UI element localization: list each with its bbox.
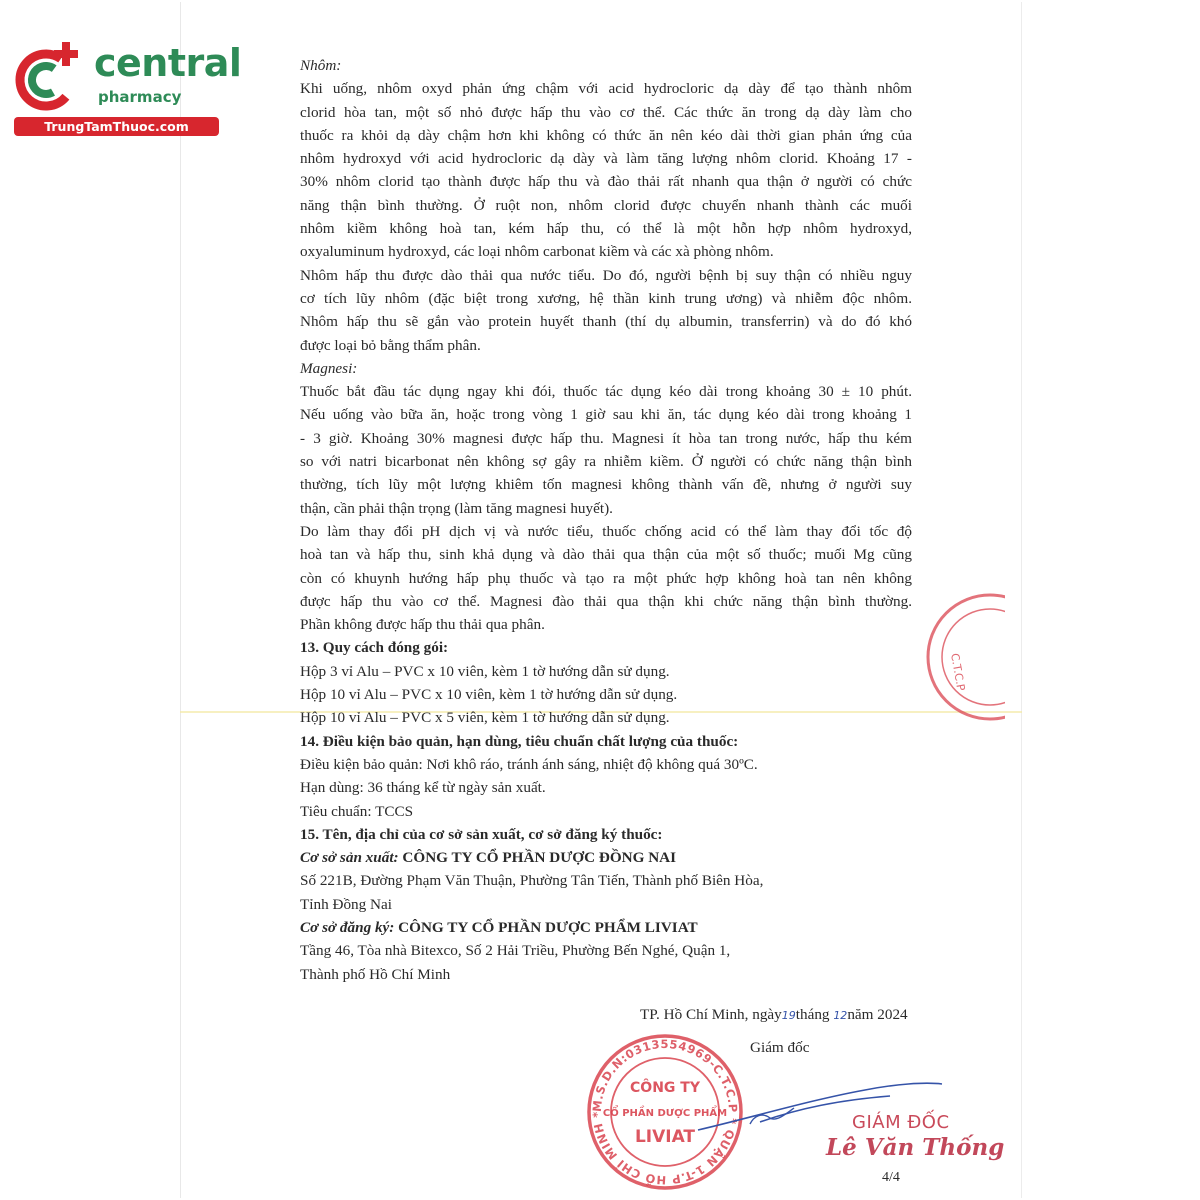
registrant-heading-line: Cơ sở đăng ký: CÔNG TY CỔ PHẦN DƯỢC PHẨM LIVIAT xyxy=(300,918,698,936)
subsection-heading: Magnesi: xyxy=(300,359,358,377)
manufacturer-address-2: Tỉnh Đồng Nai xyxy=(300,895,392,913)
registrant-label: Cơ sở đăng ký xyxy=(300,918,390,936)
text-line: Nhôm hấp thu sẽ gắn vào protein huyết thanh (thí dụ albumin, transferrin) và do đó khó xyxy=(300,313,912,331)
section-heading: 14. Điều kiện bảo quản, hạn dùng, tiêu chuẩn chất lượng của thuốc: xyxy=(300,732,739,750)
text-line: Tiêu chuẩn: TCCS xyxy=(300,802,414,820)
text-line: clorid hòa tan, một số nhỏ được hấp thu vào cơ thể. Các thức ăn trong dạ dày làm cho xyxy=(300,103,912,121)
date-year: năm 2024 xyxy=(847,1006,908,1023)
section-heading: 13. Quy cách đóng gói: xyxy=(300,639,449,657)
text-line: nhôm hydroxyd với acid hydrocloric dạ dày và làm tăng lượng nhôm clorid. Khoảng 17 - xyxy=(300,150,912,168)
text-line: Hạn dùng: 36 tháng kể từ ngày sản xuất. xyxy=(300,779,546,797)
logo-site-banner: TrungTamThuoc.com xyxy=(14,117,219,136)
manufacturer-label: Cơ sở sản xuất xyxy=(300,849,394,867)
registrant-address-1: Tầng 46, Tòa nhà Bitexco, Số 2 Hải Triều, Phường Bến Nghé, Quận 1, xyxy=(300,942,731,960)
text-lines xyxy=(300,54,912,846)
manufacturer-address-1: Số 221B, Đường Phạm Văn Thuận, Phường Tân Tiến, Thành phố Biên Hòa, xyxy=(300,872,764,890)
text-line: Khi uống, nhôm oxyd phản ứng chậm với acid hydrocloric dạ dày để tạo thành nhôm xyxy=(300,80,912,98)
side-partial-stamp xyxy=(915,592,1005,722)
text-line: được hấp thu vào cơ thể. Magnesi đào thải qua thận khi chức năng thận bình thường. xyxy=(300,592,912,610)
text-line: Nhôm hấp thu được dào thải qua nước tiểu. Do đó, người bệnh bị suy thận có nhiều nguy xyxy=(300,266,912,284)
stamp-ring-text: M.S.D.N:0313554969-C.T.C.P * QUẬN 1-T.P HỒ CHÍ MINH * xyxy=(589,1036,741,1188)
date-month-word: tháng xyxy=(795,1006,830,1023)
logo-brand-text: central xyxy=(94,41,242,85)
text-line: được loại bỏ bằng thẩm phân. xyxy=(300,336,481,354)
text-line: thường, tích lũy một lượng khiêm tốn magnesi không thành vấn đề, nhưng ở người suy xyxy=(300,476,912,494)
text-line: hoà tan và hấp thu, sinh khả dụng và dào thải qua thận của một số thuốc; muối Mg cũng xyxy=(300,546,912,564)
stamp-line-3: LIVIAT xyxy=(634,1127,696,1147)
manufacturer-name: CÔNG TY CỔ PHẦN DƯỢC ĐỒNG NAI xyxy=(402,849,677,867)
text-line: thuốc ra khỏi dạ dày chậm hơn khi không có thức ăn nên kéo dài thời gian phản ứng của xyxy=(300,126,912,144)
text-line: so với natri bicarbonat nên không sợ gây ra nhiễm kiềm. Ở người có chức năng thận bình xyxy=(300,453,912,471)
section-heading: 15. Tên, địa chỉ của cơ sở sản xuất, cơ sở đăng ký thuốc: xyxy=(300,825,663,843)
text-line: Phần không được hấp thu thải qua phân. xyxy=(300,616,545,634)
signature-name: Lê Văn Thống xyxy=(826,1134,1005,1161)
text-line: 30% nhôm clorid tạo thành được hấp thu và đào thải rất nhanh qua thận ở người có chức xyxy=(300,173,912,191)
page-number: 4/4 xyxy=(882,1170,900,1185)
date-place: TP. Hồ Chí Minh, ngày xyxy=(640,1006,782,1023)
stamp-line-2: CỔ PHẦN DƯỢC PHẨM xyxy=(602,1108,728,1119)
text-line: cơ tích lũy nhôm (đặc biệt trong xương, hệ thần kinh trung ương) và nhiễm độc nhôm. xyxy=(300,289,912,307)
text-line: Hộp 3 vỉ Alu – PVC x 10 viên, kèm 1 tờ hướng dẫn sử dụng. xyxy=(300,662,670,680)
manufacturer-heading-line: Cơ sở sản xuất: CÔNG TY CỔ PHẦN DƯỢC ĐỒNG NAI xyxy=(300,849,677,867)
stamp-line-1: CÔNG TY xyxy=(630,1080,700,1096)
director-role: Giám đốc xyxy=(750,1039,810,1056)
text-line: năng thận bình thường. Ở ruột non, nhôm clorid được chuyển nhanh thành các muối xyxy=(300,196,912,214)
subsection-heading: Nhôm: xyxy=(300,57,342,74)
text-line: Điều kiện bảo quản: Nơi khô ráo, tránh ánh sáng, nhiệt độ không quá 30ºC. xyxy=(300,755,758,773)
text-line: Do làm thay đổi pH dịch vị và nước tiểu, thuốc chống acid có thể làm thay đổi tốc độ xyxy=(300,522,912,540)
registrant-name: CÔNG TY CỔ PHẦN DƯỢC PHẨM LIVIAT xyxy=(398,918,698,936)
date-day-handwritten: 19 xyxy=(781,1009,796,1022)
text-line: thận, cần phải thận trọng (làm tăng magnesi huyết). xyxy=(300,499,613,517)
text-line: Hộp 10 vỉ Alu – PVC x 10 viên, kèm 1 tờ hướng dẫn sử dụng. xyxy=(300,686,678,704)
date-month-handwritten: 12 xyxy=(833,1009,848,1022)
text-line: Thuốc bắt đầu tác dụng ngay khi đói, thuốc tác dụng kéo dài trong khoảng 30 ± 10 phút. xyxy=(300,383,912,401)
text-line: Nếu uống vào bữa ăn, hoặc trong vòng 1 giờ sau khi ăn, tác dụng kéo dài trong khoảng 1 xyxy=(300,406,912,424)
central-pharmacy-logo[interactable] xyxy=(10,38,242,138)
svg-text:C.T.C.P: C.T.C.P xyxy=(948,652,968,692)
registrant-address-2: Thành phố Hồ Chí Minh xyxy=(300,965,451,983)
text-line: Hộp 10 vỉ Alu – PVC x 5 viên, kèm 1 tờ hướng dẫn sử dụng. xyxy=(300,709,670,727)
pharmacy-cross-icon xyxy=(10,38,88,116)
text-line: oxyaluminum hydroxyd, các loại nhôm carbonat kiềm và các xà phòng nhôm. xyxy=(300,243,774,261)
signature-title: GIÁM ĐỐC xyxy=(852,1112,950,1133)
date-line xyxy=(640,1006,908,1024)
logo-sub-text: pharmacy xyxy=(98,88,182,106)
text-line: còn có khuynh hướng hấp phụ thuốc và tạo ra một phức hợp không hoà tan nên không xyxy=(300,569,912,587)
text-line: - 3 giờ. Khoảng 30% magnesi được hấp thu. Magnesi ít hòa tan trong nước, hấp thu kém xyxy=(300,429,912,447)
document-body xyxy=(300,54,912,986)
text-line: nhôm kiềm không hoà tan, kém hấp thu, có thể là một hỗn hợp nhôm hydroxyd, xyxy=(300,220,912,238)
